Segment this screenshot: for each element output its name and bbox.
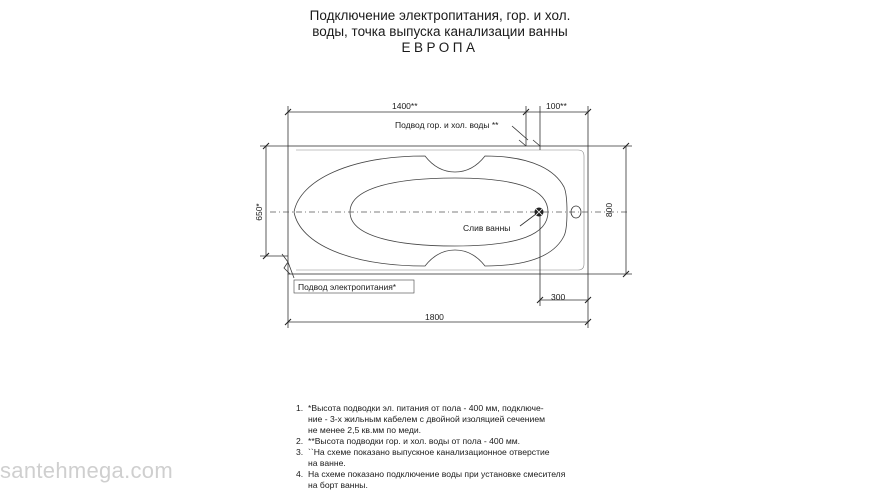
notes-list xyxy=(296,403,565,491)
note-number: 3. xyxy=(296,447,304,457)
drain-label: Слив ванны xyxy=(463,223,511,233)
power-supply-label: Подвод электропитания* xyxy=(298,282,397,292)
dim-300-label: 300 xyxy=(551,292,566,302)
note-line: на ванне. xyxy=(308,458,346,468)
note-number: 1. xyxy=(296,403,304,413)
watermark: santehmega.com xyxy=(0,458,173,483)
note-item xyxy=(296,447,565,469)
water-supply-marks xyxy=(519,140,540,146)
dim-100-label: 100** xyxy=(546,101,567,111)
note-line: **Высота подводки гор. и хол. воды от пола - 400 мм. xyxy=(308,436,521,446)
title-line-3: ЕВРОПА xyxy=(401,40,479,55)
dim-1400-label: 1400** xyxy=(392,101,418,111)
tub-bowl-outer xyxy=(294,156,567,266)
title-line-1: Подключение электропитания, гор. и хол. xyxy=(309,8,571,23)
dim-800-label: 800 xyxy=(604,202,614,218)
note-line: ``На схеме показано выпускное канализационное отверстие xyxy=(308,447,550,457)
note-line: *Высота подводки эл. питания от пола - 400 мм, подключе- xyxy=(308,403,544,413)
dim-1800-label: 1800 xyxy=(425,312,444,322)
note-number: 4. xyxy=(296,469,304,479)
note-line: не менее 2,5 кв.мм по меди. xyxy=(308,425,422,435)
power-leader xyxy=(288,262,294,278)
note-number: 2. xyxy=(296,436,304,446)
note-line: на борт ванны. xyxy=(308,480,368,490)
note-line: ние - 3-х жильным кабелем с двойной изоляцией сечением xyxy=(308,414,546,424)
dim-650-label: 650* xyxy=(254,203,264,221)
note-item xyxy=(296,436,565,447)
drain-leader xyxy=(520,214,536,226)
note-item xyxy=(296,403,565,436)
note-line: На схеме показано подключение воды при установке смесителя xyxy=(308,469,566,479)
water-supply-label: Подвод гор. и хол. воды ** xyxy=(395,120,499,130)
note-item xyxy=(296,469,565,491)
title-line-2: воды, точка выпуска канализации ванны xyxy=(312,24,568,39)
